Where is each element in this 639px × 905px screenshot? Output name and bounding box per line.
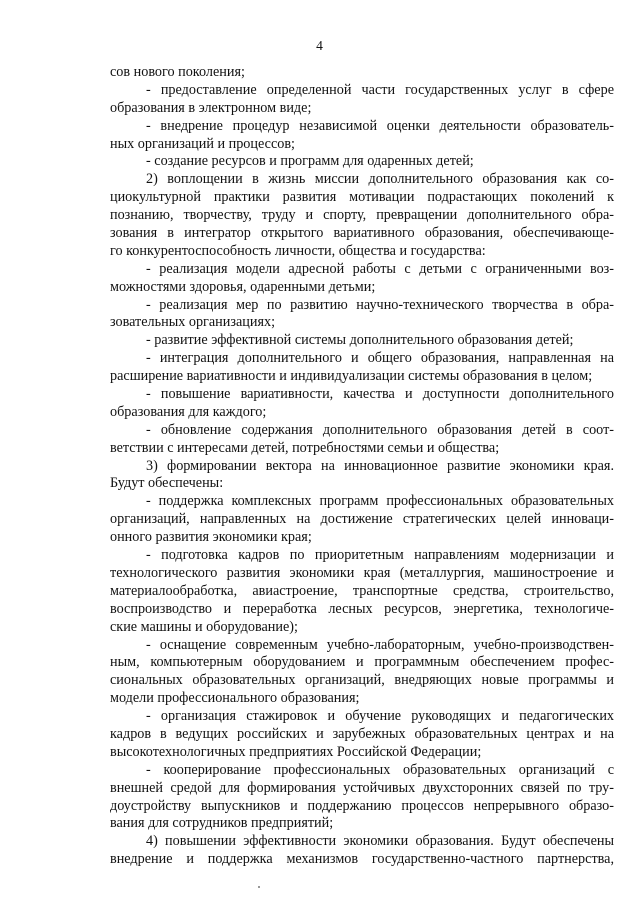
- text-line: го конкурентоспособность личности, общества и государства:: [110, 242, 486, 259]
- text-line: сиональных образовательных организаций, внедряющих новые программы и: [110, 672, 614, 689]
- text-line: - предоставление определенной части государственных услуг в сфере: [146, 81, 614, 98]
- text-line: - поддержка комплексных программ профессиональных образовательных: [146, 493, 614, 510]
- text-line: - кооперирование профессиональных образовательных организаций с: [146, 761, 614, 778]
- text-line: можностями здоровья, одаренными детьми;: [110, 278, 376, 295]
- text-line: материалообработка, авиастроение, транспортные средства, строительство,: [110, 582, 614, 599]
- text-line: - создание ресурсов и программ для одаренных детей;: [146, 153, 474, 170]
- text-line: 4) повышении эффективности экономики образования. Будут обеспечены: [146, 833, 614, 850]
- text-line: ных организаций и процессов;: [110, 135, 295, 152]
- text-line: 2) воплощении в жизнь миссии дополнительного образования как со-: [146, 171, 614, 188]
- text-line: воспроизводство и переработка лесных ресурсов, энергетика, технологиче-: [110, 600, 614, 617]
- text-line: высокотехнологичных предприятиях Российской Федерации;: [110, 743, 482, 760]
- text-line: образования в электронном виде;: [110, 99, 312, 116]
- text-line: - обновление содержания дополнительного образования детей в соот-: [146, 421, 614, 438]
- text-line: - развитие эффективной системы дополнительного образования детей;: [146, 332, 574, 349]
- text-line: внешней средой для формирования устойчивых двухсторонних связей по тру-: [110, 779, 614, 796]
- text-line: циокультурной практики развития мотивации подрастающих поколений к: [110, 189, 614, 206]
- text-line: Будут обеспечены:: [110, 475, 224, 492]
- text-line: доустройству выпускников и поддержанию процессов непрерывного образо-: [110, 797, 614, 814]
- text-line: организаций, направленных на достижение стратегических целей инноваци-: [110, 511, 614, 528]
- text-line: модели профессионального образования;: [110, 690, 360, 707]
- text-line: зования в интегратор открытого вариативного образования, обеспечивающе-: [110, 225, 614, 242]
- text-line: 3) формировании вектора на инновационное развитие экономики края.: [146, 457, 614, 474]
- text-line: расширение вариативности и индивидуализации системы образования в целом;: [110, 368, 593, 385]
- text-line: онного развития экономики края;: [110, 529, 312, 546]
- text-line: образования для каждого;: [110, 403, 267, 420]
- scan-speck: [258, 886, 260, 888]
- text-line: - реализация мер по развитию научно-технического творчества в обра-: [146, 296, 614, 313]
- text-line: познанию, творчеству, труду и спорту, превращении дополнительного обра-: [110, 207, 614, 224]
- body-text: [110, 64, 614, 869]
- text-line: вания для сотрудников предприятий;: [110, 815, 334, 832]
- page-number: 4: [316, 38, 323, 53]
- text-line: ным, компьютерным оборудованием и программным обеспечением профес-: [110, 654, 614, 671]
- text-line: - внедрение процедур независимой оценки деятельности образователь-: [146, 117, 614, 134]
- text-line: - интеграция дополнительного и общего образования, направленная на: [146, 350, 614, 367]
- text-line: внедрение и поддержка механизмов государственно-частного партнерства,: [110, 851, 614, 868]
- text-line: сов нового поколения;: [110, 64, 245, 80]
- text-line: - оснащение современным учебно-лабораторным, учебно-производствен-: [146, 636, 614, 653]
- text-line: - подготовка кадров по приоритетным направлениям модернизации и: [146, 547, 614, 564]
- text-line: - реализация модели адресной работы с детьми с ограниченными воз-: [146, 260, 614, 277]
- text-line: ветствии с интересами детей, потребностями семьи и общества;: [110, 439, 500, 456]
- text-line: зовательных организациях;: [110, 314, 276, 331]
- text-line: технологического развития экономики края (металлургия, машиностроение и: [110, 564, 614, 581]
- text-line: - повышение вариативности, качества и доступности дополнительного: [146, 386, 614, 403]
- text-line: ские машины и оборудование);: [110, 618, 298, 635]
- text-line: - организация стажировок и обучение руководящих и педагогических: [146, 708, 614, 725]
- text-line: кадров в ведущих российских и зарубежных образовательных центрах и на: [110, 725, 614, 742]
